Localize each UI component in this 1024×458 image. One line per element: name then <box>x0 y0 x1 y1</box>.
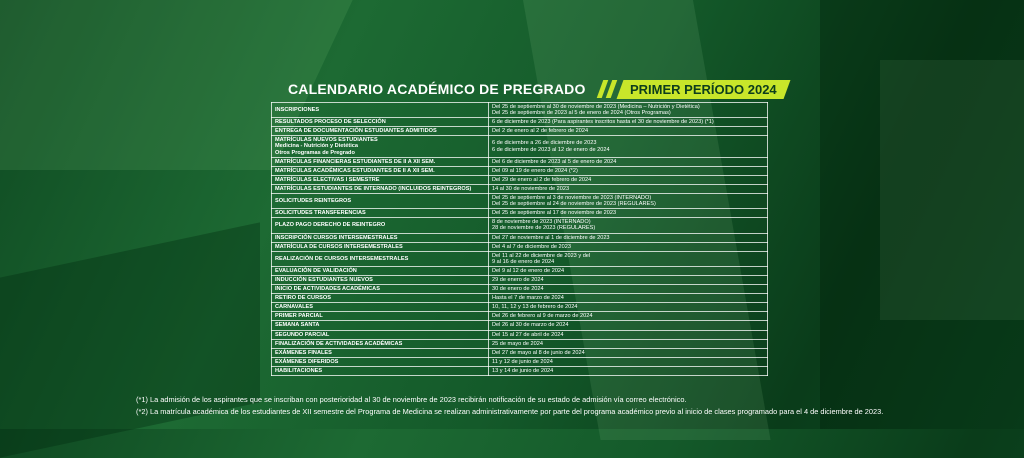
date-cell <box>489 157 768 166</box>
date-text: 25 de mayo de 2024 <box>492 340 544 347</box>
activity-cell <box>272 242 489 251</box>
activity-cell <box>272 127 489 136</box>
background-shape <box>820 0 1024 429</box>
activity-text: PRIMER PARCIAL <box>275 313 323 320</box>
table-row <box>272 127 768 136</box>
date-cell <box>489 166 768 175</box>
date-text: 14 al 30 de noviembre de 2023 <box>492 185 570 192</box>
activity-cell <box>272 366 489 375</box>
date-cell <box>489 103 768 118</box>
date-text: Del 29 de enero al 2 de febrero de 2024 <box>492 176 592 183</box>
activity-cell <box>272 157 489 166</box>
table-row <box>272 166 768 175</box>
background-shape <box>0 222 260 457</box>
table-row <box>272 312 768 321</box>
date-cell <box>489 275 768 284</box>
activity-text: CARNAVALES <box>275 304 314 311</box>
activity-text: Medicina - Nutrición y Dietética <box>275 143 358 150</box>
footnote-2: (*2) La matrícula académica de los estudiantes de XII semestre del Programa de Medicina se realizan administrativamente por parte del programa académico previo al inicio de clases programado para el 4 de diciembre de 2023. <box>136 407 884 416</box>
date-text: 11 y 12 de junio de 2024 <box>492 358 553 365</box>
period-label: PRIMER PERÍODO 2024 <box>629 81 777 97</box>
activity-cell <box>272 166 489 175</box>
date-text: Del 27 de mayo al 8 de junio de 2024 <box>492 349 585 356</box>
period-badge <box>616 80 790 99</box>
date-text: 6 de diciembre de 2023 al 12 de enero de 2024 <box>492 146 610 153</box>
activity-text: SEMANA SANTA <box>275 322 320 329</box>
activity-text: MATRÍCULAS FINANCIERAS ESTUDIANTES DE II A XII SEM. <box>275 158 436 165</box>
date-text: Del 25 de septiembre al 30 de noviembre de 2023 (Medicina – Nutrición y Dietética) <box>492 104 700 110</box>
activity-text: INICIO DE ACTIVIDADES ACADÉMICAS <box>275 286 380 293</box>
table-row <box>272 330 768 339</box>
date-cell <box>489 348 768 357</box>
activity-text: SOLICITUDES TRANSFERENCIAS <box>275 210 366 217</box>
activity-text: MATRÍCULAS ESTUDIANTES DE INTERNADO (INCLUIDOS REINTEGROS) <box>275 185 472 192</box>
activity-cell <box>272 209 489 218</box>
table-row <box>272 251 768 266</box>
activity-text: MATRÍCULAS ELECTIVAS I SEMESTRE <box>275 176 380 183</box>
activity-cell <box>272 118 489 127</box>
date-text: 8 de noviembre de 2023 (INTERNADO) <box>492 219 591 226</box>
activity-cell <box>272 348 489 357</box>
activity-cell <box>272 275 489 284</box>
date-cell <box>489 357 768 366</box>
activity-cell <box>272 303 489 312</box>
activity-text: INSCRIPCIÓN CURSOS INTERSEMESTRALES <box>275 234 398 241</box>
date-cell <box>489 194 768 209</box>
activity-text: MATRÍCULAS NUEVOS ESTUDIANTES <box>275 137 378 144</box>
activity-cell <box>272 357 489 366</box>
activity-cell <box>272 103 489 118</box>
activity-text: REALIZACIÓN DE CURSOS INTERSEMESTRALES <box>275 255 409 262</box>
date-cell <box>489 218 768 233</box>
date-cell <box>489 366 768 375</box>
date-text: Del 09 al 19 de enero de 2024 (*2) <box>492 167 578 174</box>
activity-text: EXÁMENES DIFERIDOS <box>275 358 339 365</box>
date-text: Del 25 de septiembre de 2023 al 5 de enero de 2024 (Otros Programas) <box>492 110 671 117</box>
activity-text: ENTREGA DE DOCUMENTACIÓN ESTUDIANTES ADMITIDOS <box>275 128 437 135</box>
date-cell <box>489 127 768 136</box>
table-row <box>272 348 768 357</box>
date-text: Del 2 de enero al 2 de febrero de 2024 <box>492 128 589 135</box>
table-row <box>272 194 768 209</box>
date-text: 13 y 14 de junio de 2024 <box>492 367 554 374</box>
activity-cell <box>272 251 489 266</box>
table-row <box>272 266 768 275</box>
date-text: 30 de enero de 2024 <box>492 286 544 293</box>
activity-cell <box>272 312 489 321</box>
date-text: Del 9 al 12 de enero de 2024 <box>492 267 565 274</box>
activity-text: INSCRIPCIONES <box>275 107 320 114</box>
date-text: Del 4 al 7 de diciembre de 2023 <box>492 243 571 250</box>
date-cell <box>489 242 768 251</box>
date-cell <box>489 294 768 303</box>
activity-text: EVALUACIÓN DE VALIDACIÓN <box>275 267 357 274</box>
activity-text: EXÁMENES FINALES <box>275 349 332 356</box>
activity-text: PLAZO PAGO DERECHO DE REINTEGRO <box>275 222 386 229</box>
date-cell <box>489 321 768 330</box>
activity-cell <box>272 266 489 275</box>
activity-cell <box>272 294 489 303</box>
table-row <box>272 184 768 193</box>
calendar-table <box>271 102 768 376</box>
table-row <box>272 275 768 284</box>
activity-cell <box>272 339 489 348</box>
activity-text: FINALIZACIÓN DE ACTIVIDADES ACADÉMICAS <box>275 340 403 347</box>
activity-text: Otros Programas de Pregrado <box>275 149 355 156</box>
table-row <box>272 218 768 233</box>
date-cell <box>489 136 768 157</box>
date-text: Del 26 al 30 de marzo de 2024 <box>492 322 569 329</box>
date-text: Hasta el 7 de marzo de 2024 <box>492 295 564 302</box>
date-text: 29 de enero de 2024 <box>492 276 544 283</box>
page-title: CALENDARIO ACADÉMICO DE PREGRADO <box>288 81 586 97</box>
date-cell <box>489 266 768 275</box>
activity-text: INDUCCIÓN ESTUDIANTES NUEVOS <box>275 276 373 283</box>
date-text: Del 26 de febrero al 9 de marzo de 2024 <box>492 313 593 320</box>
date-text: Del 6 de diciembre de 2023 al 5 de enero de 2024 <box>492 158 617 165</box>
activity-cell <box>272 330 489 339</box>
activity-cell <box>272 218 489 233</box>
date-text: Del 25 de septiembre al 24 de noviembre de 2023 (REGULARES) <box>492 201 656 208</box>
table-row <box>272 157 768 166</box>
date-cell <box>489 330 768 339</box>
table-row <box>272 118 768 127</box>
activity-text: MATRÍCULAS ACADÉMICAS ESTUDIANTES DE II A XII SEM. <box>275 167 435 174</box>
date-cell <box>489 209 768 218</box>
date-text: 10, 11, 12 y 13 de febrero de 2024 <box>492 304 578 311</box>
activity-text: RETIRO DE CURSOS <box>275 295 331 302</box>
activity-cell <box>272 285 489 294</box>
table-row <box>272 209 768 218</box>
footnote-1: (*1) La admisión de los aspirantes que se inscriban con posterioridad al 30 de noviembre de 2023 recibirán notificación de su estado de admisión vía correo electrónico. <box>136 395 687 404</box>
date-text: 9 al 16 de enero de 2024 <box>492 258 555 265</box>
date-cell <box>489 251 768 266</box>
date-text: 6 de diciembre a 26 de diciembre de 2023 <box>492 140 597 147</box>
date-text: 28 de noviembre de 2023 (REGULARES) <box>492 225 596 232</box>
table-row <box>272 357 768 366</box>
activity-text: RESULTADOS PROCESO DE SELECCIÓN <box>275 119 386 126</box>
table-row <box>272 303 768 312</box>
activity-cell <box>272 321 489 330</box>
date-cell <box>489 312 768 321</box>
table-row <box>272 242 768 251</box>
date-cell <box>489 175 768 184</box>
activity-cell <box>272 194 489 209</box>
date-cell <box>489 118 768 127</box>
date-text: 6 de diciembre de 2023 (Para aspirantes inscritos hasta el 30 de noviembre de 2023) (*1) <box>492 119 714 126</box>
activity-cell <box>272 175 489 184</box>
date-text: Del 27 de noviembre al 1 de diciembre de 2023 <box>492 234 610 241</box>
calendar-header <box>288 78 786 100</box>
table-row <box>272 321 768 330</box>
activity-text: HABILITACIONES <box>275 367 323 374</box>
table-row <box>272 366 768 375</box>
date-text: Del 11 al 22 de diciembre de 2023 y del <box>492 252 591 259</box>
background-shape <box>880 60 1024 320</box>
date-text: Del 25 de septiembre al 17 de noviembre de 2023 <box>492 210 617 217</box>
activity-text: SOLICITUDES REINTEGROS <box>275 198 352 205</box>
date-cell <box>489 303 768 312</box>
table-row <box>272 233 768 242</box>
table-row <box>272 136 768 157</box>
date-text: Del 25 de septiembre al 3 de noviembre de 2023 (INTERNADO) <box>492 195 652 202</box>
table-row <box>272 285 768 294</box>
activity-cell <box>272 184 489 193</box>
activity-cell <box>272 233 489 242</box>
date-cell <box>489 184 768 193</box>
footnotes <box>136 394 883 418</box>
activity-text: SEGUNDO PARCIAL <box>275 331 330 338</box>
activity-cell <box>272 136 489 157</box>
table-row <box>272 103 768 118</box>
date-cell <box>489 233 768 242</box>
table-row <box>272 294 768 303</box>
table-row <box>272 175 768 184</box>
date-cell <box>489 285 768 294</box>
activity-text: MATRÍCULA DE CURSOS INTERSEMESTRALES <box>275 243 403 250</box>
date-text: Del 15 al 27 de abril de 2024 <box>492 331 564 338</box>
date-cell <box>489 339 768 348</box>
calendar-table-body <box>272 103 768 376</box>
table-row <box>272 339 768 348</box>
